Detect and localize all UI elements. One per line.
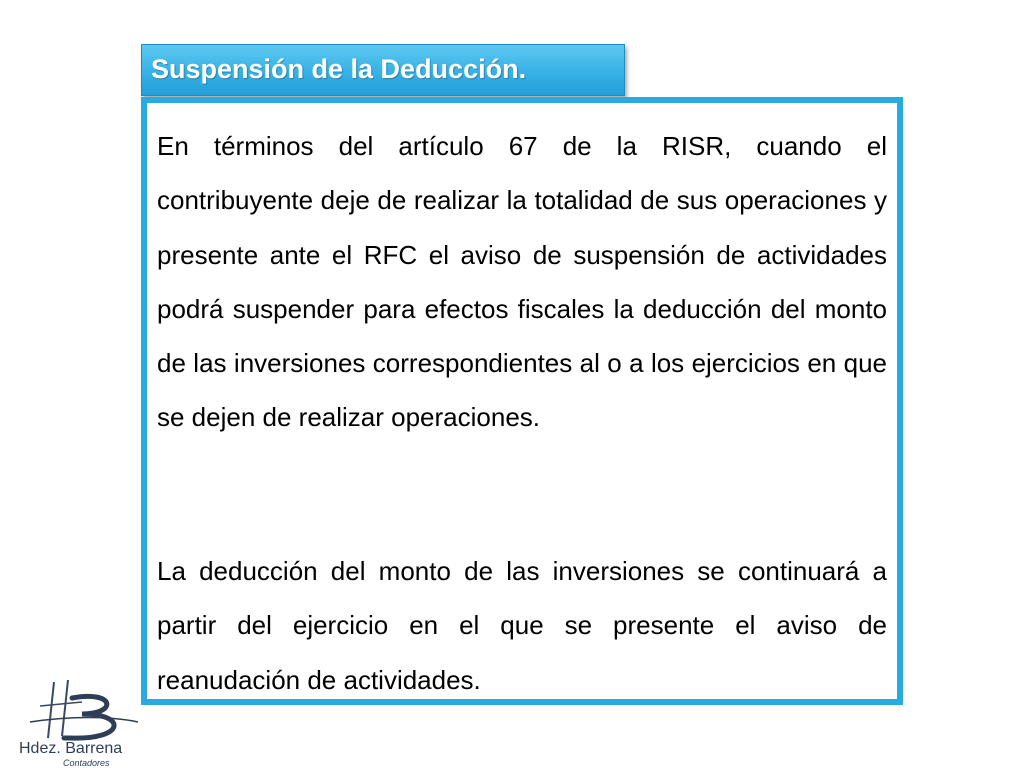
logo-subtitle: Contadores: [63, 758, 110, 768]
content-box: [141, 97, 903, 705]
hb-monogram-icon: [10, 676, 150, 746]
paragraph-1: En términos del artículo 67 de la RISR, cuando el contribuyente deje de realizar la totalidad de sus operaciones y presente ante el RFC el aviso de suspensión de actividades podrá suspender para efectos fiscales la deducción del monto de las inversiones correspondientes al o a los ejercicios en que se dejen de realizar operaciones.: [157, 131, 887, 433]
slide-title-banner: [141, 44, 625, 96]
logo-name: Hdez. Barrena: [19, 740, 123, 757]
slide-title: Suspensión de la Deducción.: [151, 54, 527, 84]
paragraph-2: La deducción del monto de las inversiones se continuará a partir del ejercicio en el que se presente el aviso de reanudación de actividades.: [157, 556, 887, 695]
company-logo: [10, 676, 150, 768]
